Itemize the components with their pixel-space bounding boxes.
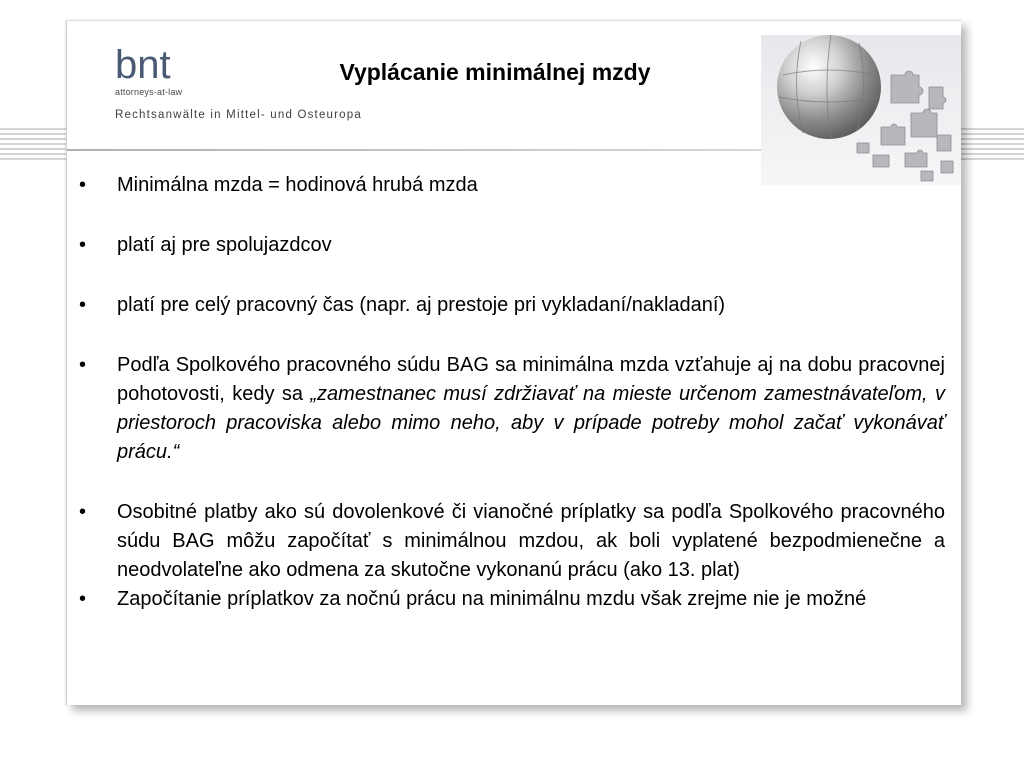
bullet-marker: • <box>79 588 87 610</box>
header-divider <box>67 149 761 151</box>
slide <box>66 20 961 705</box>
logo-text: bnt <box>115 43 171 87</box>
list-item <box>75 585 945 614</box>
list-item <box>75 231 945 260</box>
bullet-text: Minimálna mzda = hodinová hrubá mzda <box>117 174 478 196</box>
list-item <box>75 498 945 585</box>
list-item <box>75 171 945 200</box>
list-item <box>75 351 945 467</box>
slide-title: Vyplácanie minimálnej mzdy <box>339 59 651 85</box>
decorative-stripes-right <box>960 128 1024 162</box>
bullet-text: Osobitné platby ako sú dovolenkové či vianočné príplatky sa podľa Spolkového pracovného súdu BAG môžu započítať s minimálnou mzdou, ak boli vyplatené bezpodmienečne a neodvolateľne ako odmena za skutočne vykonanú prácu (ako 13. plat) <box>117 501 945 581</box>
bullet-quote: „zamestnanec musí zdržiavať na mieste určenom zamestnávateľom, v priestoroch pracoviska alebo mimo neho, aby v prípade potreby mohol začať vykonávať prácu.“ <box>117 383 945 463</box>
bullet-text: platí pre celý pracovný čas (napr. aj prestoje pri vykladaní/nakladaní) <box>117 294 726 316</box>
bullet-list <box>75 171 945 614</box>
puzzle-globe-icon <box>761 35 961 185</box>
bullet-text: Podľa Spolkového pracovného súdu BAG sa minimálna mzda vzťahuje aj na dobu pracovnej pohotovosti, kedy sa <box>117 354 945 405</box>
bullet-marker: • <box>79 234 87 256</box>
bullet-marker: • <box>79 174 87 196</box>
decorative-stripes-left <box>0 128 68 162</box>
tagline: Rechtsanwälte in Mittel- und Osteuropa <box>115 109 362 121</box>
bullet-marker: • <box>79 501 87 523</box>
logo-subtitle: attorneys-at-law <box>115 87 183 97</box>
list-item <box>75 291 945 320</box>
bullet-text: Započítanie príplatkov za nočnú prácu na minimálnu mzdu však zrejme nie je možné <box>117 588 867 610</box>
bullet-marker: • <box>79 354 87 376</box>
bullet-text: platí aj pre spolujazdcov <box>117 234 332 256</box>
bullet-marker: • <box>79 294 87 316</box>
